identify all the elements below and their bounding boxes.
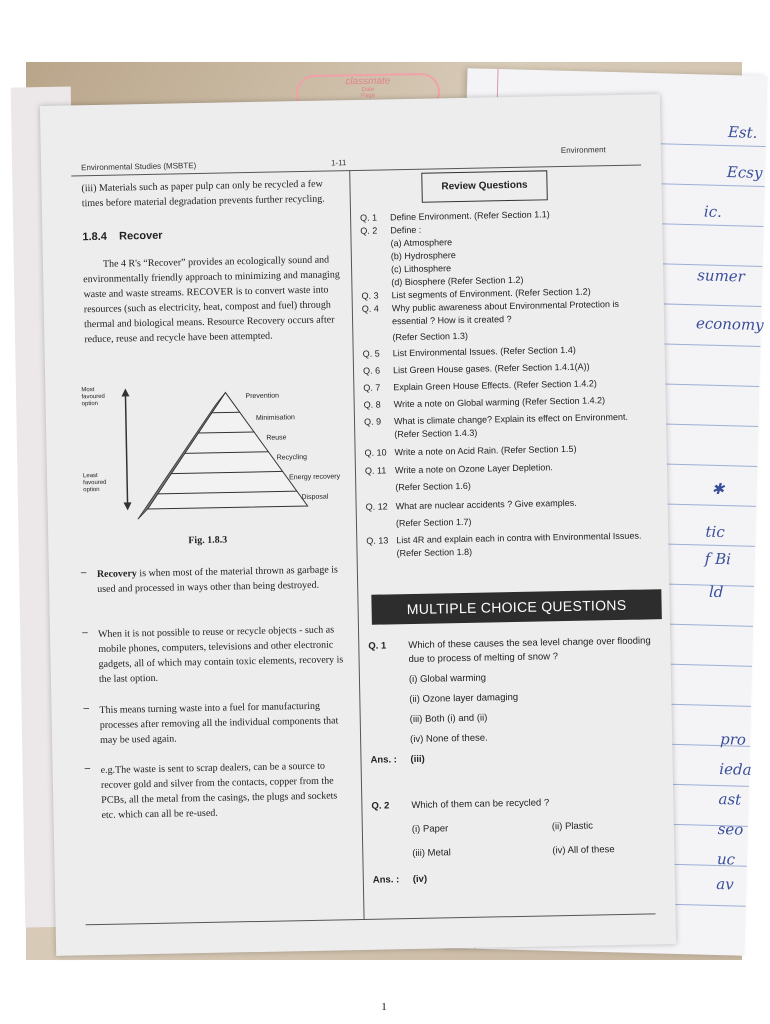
question-sub: (c) Lithosphere (391, 263, 452, 275)
handwriting: ic. (703, 202, 723, 221)
question-item (364, 393, 654, 412)
header-page-ref: 1-11 (330, 158, 347, 168)
handwriting: uc (716, 850, 736, 869)
handwriting: av (716, 875, 734, 894)
handwriting: ld (708, 582, 724, 602)
question-number: Q. 5 (362, 348, 380, 359)
question-item (360, 219, 651, 290)
handwriting: f Bi (704, 549, 732, 569)
mcq-option: (i) Global warming (408, 672, 487, 686)
arrow-head-up (121, 388, 129, 396)
question-number: Q. 7 (363, 382, 381, 393)
arrow-head-down (124, 502, 132, 510)
question-text: List Environmental Issues. (Refer Section 1.4) (392, 344, 576, 359)
mcq-answer (370, 748, 660, 768)
question-number: Q. 2 (371, 800, 390, 812)
mcq-option: (iii) Both (i) and (ii) (409, 712, 488, 726)
mcq-answer (373, 868, 663, 888)
question-item (363, 342, 653, 361)
most-favoured-label: Most favoured option (81, 387, 105, 408)
question-text: List Green House gases. (Refer Section 1.4.1(A)) (392, 361, 590, 376)
bullet-scrap-dealers: e.g.The waste is sent to scrap dealers, can be a source to recover gold and silver from the contacts, copper from the PCBs, all the metal from the casings, the plugs and sockets etc. which can all be re-used. (100, 760, 338, 821)
mcq-option: (iv) None of these. (410, 732, 488, 746)
bullet-dash: – (84, 763, 91, 775)
mcq-question-1 (368, 634, 660, 768)
intro-paragraph: (iii) Materials such as paper pulp can only be recycled a few times before material degradation prevents further recycling. (81, 178, 325, 210)
question-text: Which of them can be recycled ? (411, 797, 550, 812)
stamp-page: Page (360, 92, 376, 100)
question-item (366, 529, 656, 561)
question-number: Q. 8 (363, 399, 381, 410)
bullet-text: is when most of the material thrown as garbage is used and processed in ways other than being destroyed. (97, 564, 339, 596)
mcq-option: (i) Paper (411, 823, 449, 836)
answer-value: (iv) (412, 873, 428, 886)
section-title: Recover (119, 229, 163, 243)
question-sub: (Refer Section 1.6) (395, 480, 471, 493)
question-text: Explain Green House Effects. (Refer Section 1.4.2) (393, 378, 597, 393)
question-number: Q. 2 (360, 225, 378, 236)
bullet-recovery (97, 562, 348, 597)
handwriting: tic (705, 522, 725, 542)
question-number: Q. 3 (361, 290, 379, 301)
question-sub: (d) Biosphere (Refer Section 1.2) (391, 274, 524, 288)
recover-paragraph: The 4 R's “Recover” provides an ecologically sound and environmentally friendly approach to minimizing and managing waste and waste streams. RECOVER is to convert waste into resources (such as electricity, heat, compost and fuel) through thermal and biological means. Resource Recovery occurs after reduce, reuse and recycle have been attempted. (83, 254, 340, 346)
level-prevention: Prevention (245, 392, 280, 401)
answer-value: (iii) (410, 753, 425, 766)
question-text: Why public awareness about Environmental Protection is essential ? How is it created ? (391, 298, 620, 327)
stamp-brand: classmate (345, 75, 391, 88)
question-text: Write a note on Global warming (Refer Section 1.4.2) (393, 395, 606, 410)
handwriting: Ecsy (726, 163, 763, 182)
handwriting: seo (717, 820, 744, 839)
question-number: Q. 13 (366, 535, 389, 546)
question-number: Q. 11 (364, 465, 387, 476)
question-text: Write a note on Ozone Layer Depletion. (394, 462, 553, 476)
mcq-option: (ii) Ozone layer damaging (409, 691, 519, 706)
review-questions-title: Review Questions (421, 170, 548, 202)
handwriting: Est. (727, 123, 758, 142)
footer-rule (86, 913, 656, 925)
bullet-fuel: This means turning waste into a fuel for manufacturing processes after removing all the individual components that may be used again. (99, 700, 339, 746)
mcq-question-row (371, 794, 661, 814)
mcq-option: (iv) All of these (552, 844, 615, 857)
axis-arrow (125, 394, 127, 504)
mcq-option: (iii) Metal (412, 847, 451, 860)
question-text: List segments of Environment. (Refer Section 1.2) (391, 286, 591, 301)
mcq-question-2 (371, 794, 663, 888)
mcq-banner: MULTIPLE CHOICE QUESTIONS (371, 589, 662, 625)
question-sub: (Refer Section 1.7) (395, 516, 472, 529)
handwriting: economy (695, 314, 764, 335)
mcq-options (369, 668, 660, 748)
level-recycling: Recycling (276, 453, 308, 462)
pyramid-level-line (212, 412, 240, 413)
review-question-list (360, 206, 657, 561)
question-number: Q. 1 (368, 640, 387, 652)
mcq-option: (ii) Plastic (551, 820, 594, 833)
question-text: Define Environment. (Refer Section 1.1) (390, 209, 550, 223)
header-left: Environmental Studies (MSBTE) (81, 161, 197, 173)
question-number: Q. 4 (361, 303, 379, 314)
level-minimisation: Minimisation (255, 414, 295, 422)
stamp-date: Date (361, 86, 375, 94)
handwriting: pro (719, 730, 747, 749)
least-favoured-label: Least favoured option (82, 472, 107, 494)
level-disposal: Disposal (301, 493, 329, 502)
bullet-dash: – (81, 627, 88, 639)
question-number: Q. 12 (365, 501, 388, 512)
question-sub: (a) Atmosphere (390, 237, 453, 249)
bullet-dash: – (80, 567, 87, 579)
page-number: 1 (381, 1001, 387, 1013)
question-item (363, 359, 653, 378)
question-sub: (Refer Section 1.3) (392, 330, 469, 343)
question-number: Q. 9 (363, 416, 382, 427)
answer-label: Ans. : (372, 874, 400, 886)
handwriting: ✱ (711, 479, 725, 499)
answer-label: Ans. : (370, 754, 398, 766)
mcq-options (372, 818, 663, 862)
level-energy-recovery: Energy recovery (289, 473, 341, 482)
bullet-bold: Recovery (96, 568, 137, 581)
question-text: List 4R and explain each in contra with Environmental Issues. (Refer Section 1.8) (396, 530, 642, 559)
question-text: What is climate change? Explain its effect on Environment. (Refer Section 1.4.3) (393, 411, 629, 440)
question-text: What are nuclear accidents ? Give examples. (395, 497, 577, 512)
question-item (362, 297, 652, 329)
header-right: Environment (560, 145, 606, 156)
mcq-question-row (368, 634, 658, 668)
waste-hierarchy-pyramid (115, 380, 358, 535)
question-text: Define : (390, 224, 422, 236)
section-heading (82, 230, 162, 244)
handwriting: sumer (696, 266, 746, 286)
question-number: Q. 6 (362, 365, 381, 376)
figure-caption: Fig. 1.8.3 (188, 534, 228, 547)
level-reuse: Reuse (266, 434, 287, 442)
handwriting: ieda (719, 760, 752, 779)
question-text: Write a note on Acid Rain. (Refer Section 1.5) (394, 443, 577, 458)
section-number: 1.8.4 (82, 230, 108, 244)
textbook-page (40, 94, 676, 956)
question-text: Which of these causes the sea level change over flooding due to process of melting of snow ? (408, 635, 651, 666)
handwriting: ast (718, 790, 742, 809)
question-item (364, 410, 654, 442)
bullet-last-option: When it is not possible to reuse or recycle objects - such as mobile phones, computers, televisions and other electronic gadgets, all of which may contain toxic elements, recovery is the last option. (97, 624, 344, 686)
photo (26, 62, 764, 960)
bullet-dash: – (83, 703, 90, 715)
question-sub: (b) Hydrosphere (390, 250, 456, 262)
question-number: Q. 1 (360, 212, 378, 223)
question-item (365, 459, 655, 478)
question-item (366, 495, 656, 514)
question-item (363, 376, 653, 395)
question-number: Q. 10 (364, 447, 387, 458)
question-item (365, 441, 655, 460)
